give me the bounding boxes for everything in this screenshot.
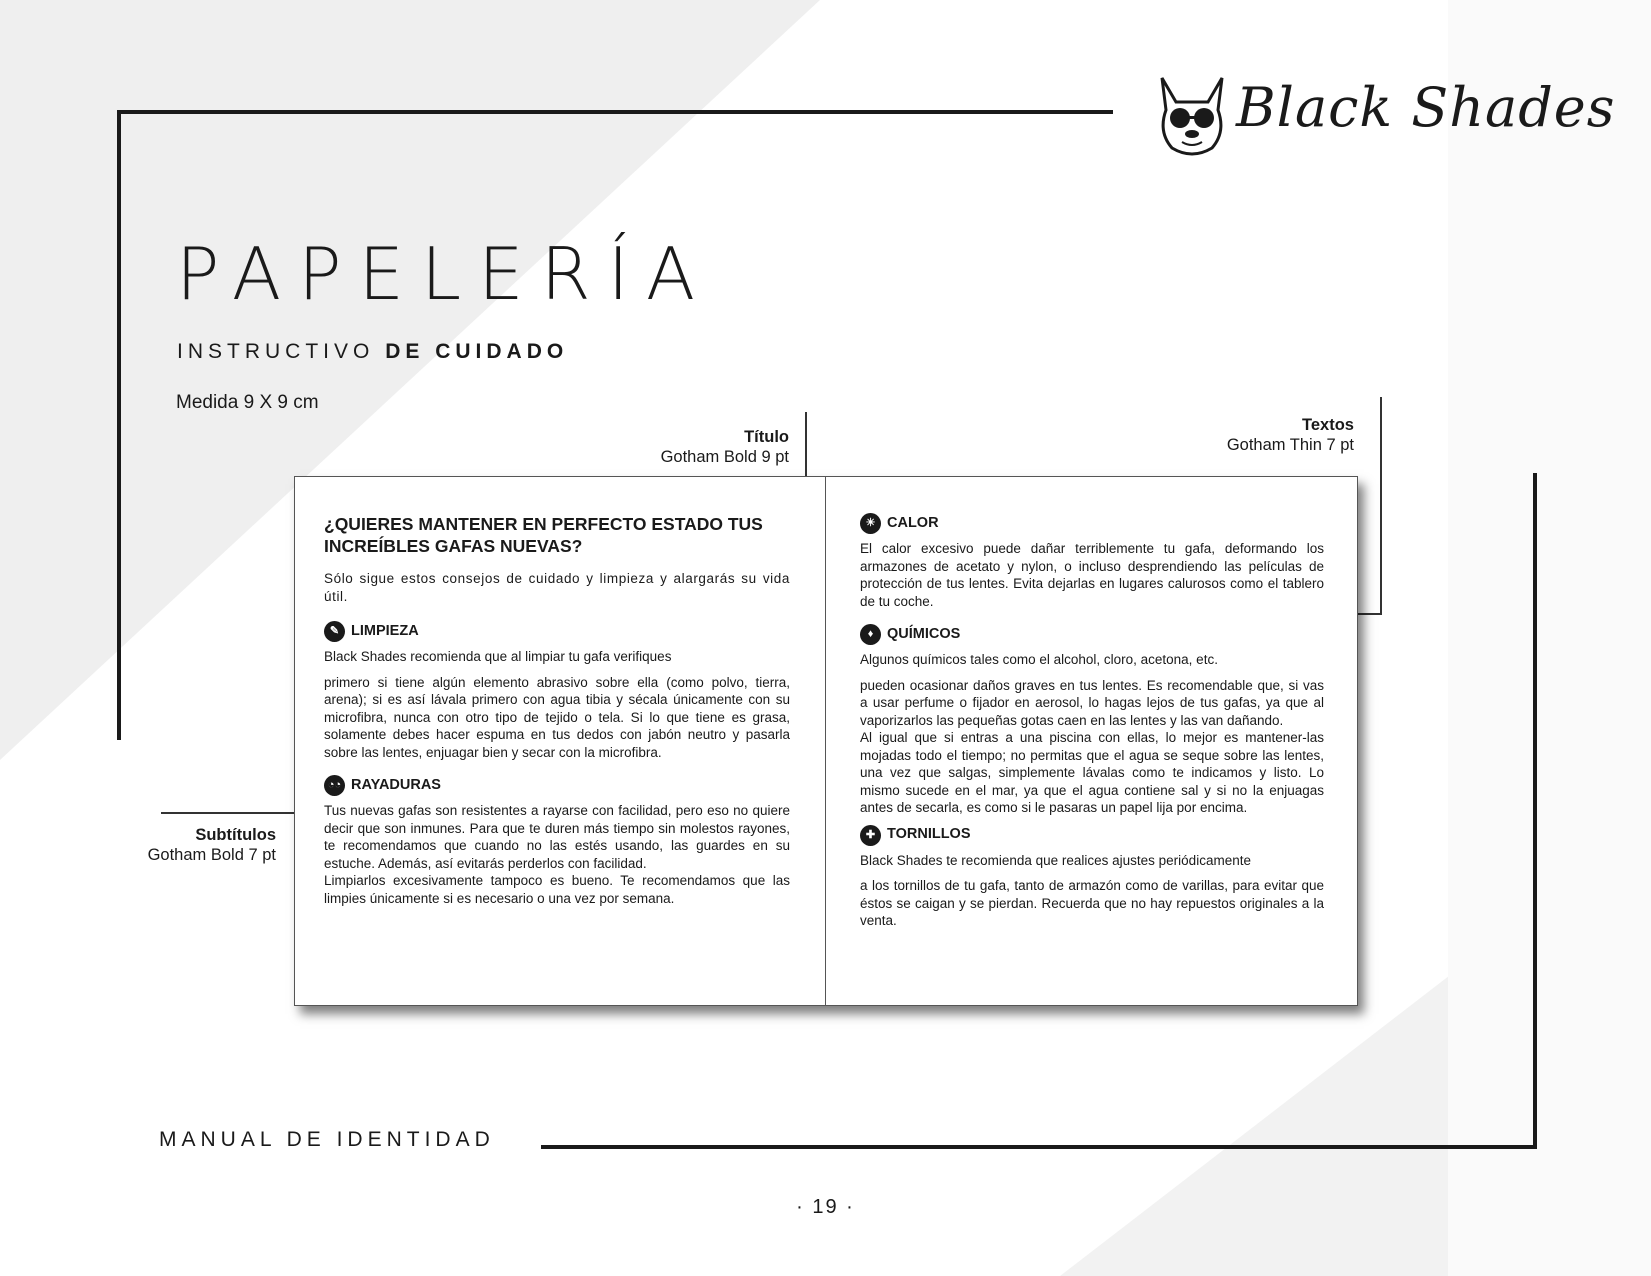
section-quimicos-text-3: Al igual que si entras a una piscina con ellas, lo mejor es mantener-las mojadas todo el tiempo; no permitas que el agua se seque sobre las lentes, una vez que salgas, simplemente lávalas como te indicamos y listo. Lo mismo sucede en el mar, ya que el agua contiene sal y si no la enjuagas antes de secarla, es como si le pasaras un papel lija por encima. [860, 730, 1324, 815]
card-intro: Sólo sigue estos consejos de cuidado y limpieza y alargarás su vida útil. [324, 571, 790, 604]
section-rayaduras-text-2: Limpiarlos excesivamente tampoco es bueno. Te recomendamos que las limpies únicamente si es necesario o una vez por semana. [324, 873, 790, 906]
section-rayaduras-text-1: Tus nuevas gafas son resistentes a rayarse con facilidad, pero eso no quiere decir que son inmunes. Para que te duren más tiempo sin molestos rayones, te recomendamos que cuando no las estés usando, las guardes en su estuche. Además, así evitarás perderlos con facilidad. [324, 803, 790, 871]
section-quimicos-heading [860, 624, 1324, 645]
annotation-titulo [661, 427, 789, 467]
section-calor-text: El calor excesivo puede dañar terriblemente tu gafa, deformando los armazones de acetato y nylon, o incluso desprendiendo las películas de protección de tus lentes. Evita dejarlas en lugares calurosos como el tablero de tu coche. [860, 541, 1324, 609]
section-quimicos-title: QUÍMICOS [887, 625, 961, 642]
brand-logo [1152, 70, 1616, 160]
annotation-subtitulos-hline [161, 812, 313, 814]
frame-top-line [117, 110, 1113, 114]
footer-manual-label: MANUAL DE IDENTIDAD [159, 1128, 495, 1151]
card-right-panel [860, 477, 1324, 930]
frame-right-line [1533, 473, 1537, 1149]
screw-icon: ✚ [860, 825, 881, 846]
section-calor-title: CALOR [887, 514, 939, 531]
bottle-icon: ♦ [860, 624, 881, 645]
brand-name: Black Shades [1236, 76, 1616, 139]
frame-bottom-line [541, 1145, 1537, 1149]
sun-icon: ☀ [860, 513, 881, 534]
section-limpieza-text-2: primero si tiene algún elemento abrasivo sobre ella (como polvo, tierra, arena); si es así lávala primero con agua tibia y sécala únicamente con su microfibra, nunca con otro tipo de tejido o tela. Si lo que tiene es grasa, solamente debes hacer espuma en tus dedos con jabón neutro y pasarla sobre las lentes, enjuagar bien y secar con la microfibra. [324, 674, 790, 760]
section-tornillos-title: TORNILLOS [887, 826, 971, 843]
glasses-icon: ◔◔ [324, 775, 345, 796]
section-tornillos-text-1: Black Shades te recomienda que realices ajustes periódicamente [860, 852, 1251, 868]
section-rayaduras-heading [324, 775, 790, 796]
page-title: PAPELERÍA [176, 232, 713, 316]
card-left-panel [324, 477, 790, 907]
annotation-textos [1227, 415, 1354, 455]
size-label: Medida 9 X 9 cm [176, 392, 319, 413]
annotation-textos-label: Textos [1302, 416, 1354, 434]
annotation-titulo-label: Título [744, 428, 789, 446]
card-title: ¿QUIERES MANTENER EN PERFECTO ESTADO TUS INCREÍBLES GAFAS NUEVAS? [324, 514, 763, 556]
section-calor-heading [860, 513, 1324, 534]
section-limpieza-title: LIMPIEZA [351, 622, 419, 639]
frame-left-line [117, 110, 121, 740]
page-number: · 19 · [796, 1196, 855, 1218]
annotation-subtitulos-spec: Gotham Bold 7 pt [147, 846, 276, 864]
annotation-textos-vline [1380, 397, 1382, 614]
section-tornillos-heading [860, 825, 1324, 846]
annotation-titulo-spec: Gotham Bold 9 pt [660, 448, 789, 466]
section-limpieza-heading [324, 621, 790, 642]
section-rayaduras-title: RAYADURAS [351, 776, 441, 793]
bulldog-icon [1152, 72, 1232, 158]
section-limpieza-text-1: Black Shades recomienda que al limpiar tu gafa verifiques [324, 649, 672, 664]
annotation-textos-spec: Gotham Thin 7 pt [1226, 436, 1354, 454]
annotation-subtitulos-label: Subtítulos [195, 826, 276, 844]
section-quimicos-text-1: Algunos químicos tales como el alcohol, cloro, acetona, etc. [860, 652, 1218, 667]
page-subtitle [177, 340, 568, 364]
section-quimicos-text-2: pueden ocasionar daños graves en tus lentes. Es recomendable que, si vas a usar perfume o fijador en aerosol, lo hagas lejos de tus gafas, ya que al vaporizarlos las pequeñas gotas caen en las lentes y las van dañando. [860, 677, 1324, 728]
annotation-subtitulos [148, 825, 276, 865]
care-instructions-card [294, 476, 1358, 1006]
subtitle-bold: DE CUIDADO [385, 340, 569, 363]
cleaning-icon: ✎ [324, 621, 345, 642]
card-fold-divider [825, 477, 826, 1005]
section-tornillos-text-2: a los tornillos de tu gafa, tanto de armazón como de varillas, para evitar que éstos se caigan y se pierdan. Recuerda que no hay repuestos originales a la venta. [860, 878, 1324, 928]
subtitle-light: INSTRUCTIVO [177, 340, 375, 363]
